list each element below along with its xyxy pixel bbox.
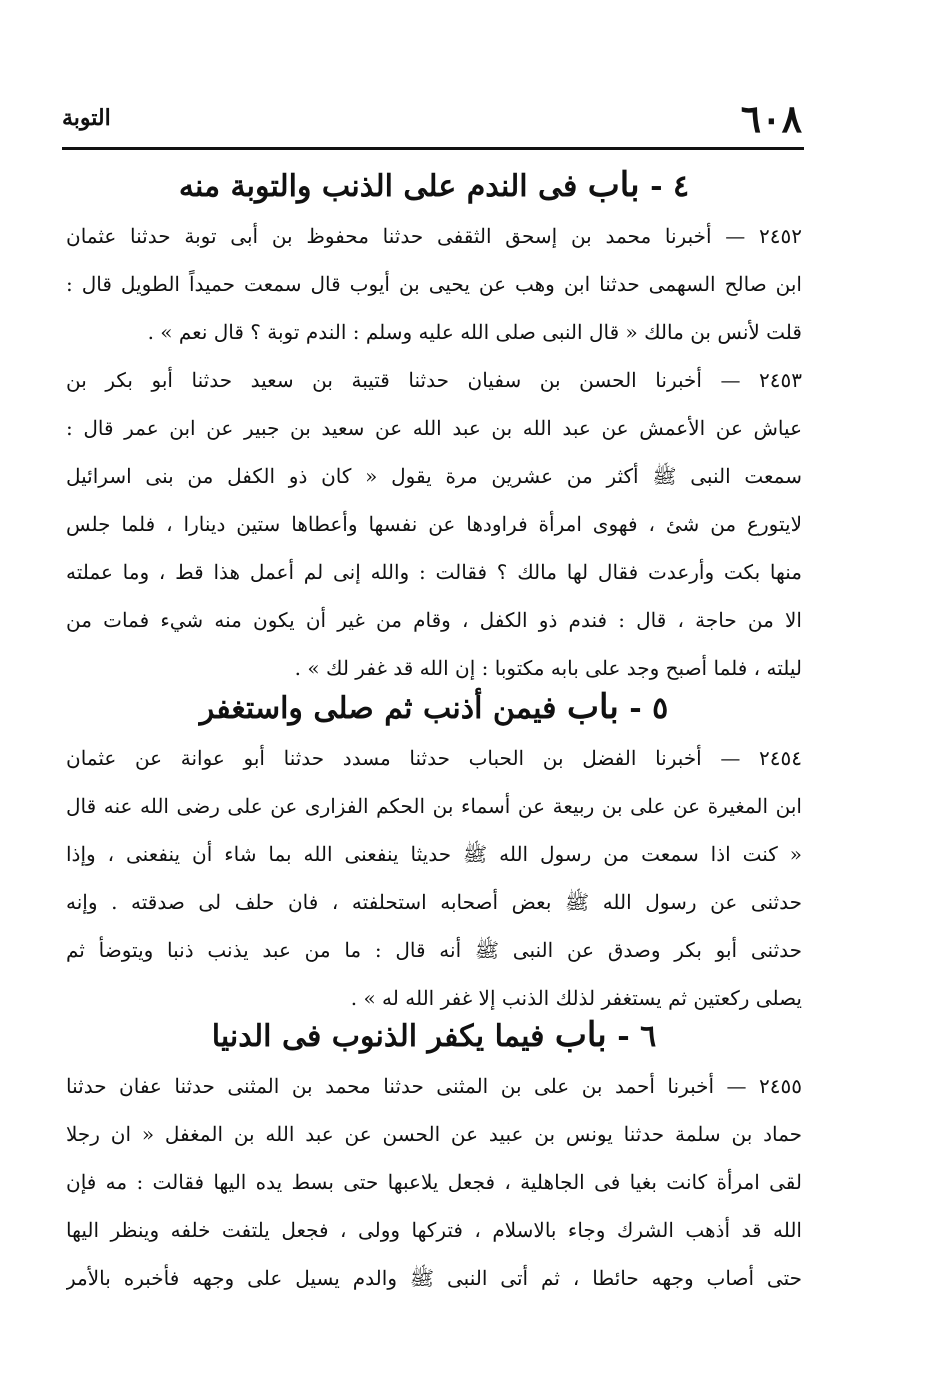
- chapter-number: ٤ -: [650, 169, 690, 204]
- section-4: [66, 158, 802, 692]
- chapter-bab: باب: [554, 1015, 607, 1055]
- chapter-bab: باب: [587, 165, 640, 205]
- text-line: عياش عن الأعمش عن عبد الله بن عبد الله عن سعيد بن جبير عن ابن عمر قال :: [66, 416, 802, 440]
- chapter-bab: باب: [566, 687, 619, 727]
- text-line: ٢٤٥٤ — أخبرنا الفضل بن الحباب حدثنا مسدد حدثنا أبو عوانة عن عثمان: [66, 746, 802, 770]
- chapter-title: فيمن أذنب ثم صلى واستغفر: [199, 691, 557, 726]
- text-line: ٢٤٥٥ — أخبرنا أحمد بن على بن المثنى حدثنا محمد بن المثنى حدثنا عفان حدثنا: [66, 1074, 802, 1098]
- header-rule: [62, 147, 804, 150]
- text-line: لايتورع من شئ ، فهوى امرأة فراودها عن نفسها وأعطاها ستين دينارا ، فلما جلس: [66, 512, 802, 536]
- text-line: قلت لأنس بن مالك « قال النبى صلى الله عليه وسلم : الندم توبة ؟ قال نعم » .: [147, 320, 802, 344]
- text-line: منها بكت وأرعدت فقال لها مالك ؟ فقالت : والله إنى لم أعمل هذا قط ، وما عملته: [66, 560, 802, 584]
- text-line: حتى أصاب وجهه حائطا ، ثم أتى النبى ﷺ والدم يسيل على وجهه فأخبره بالأمر: [66, 1266, 802, 1290]
- chapter-heading: [66, 680, 802, 734]
- text-line: « كنت اذا سمعت من رسول الله ﷺ حديثا ينفعنى الله بما شاء أن ينفعنى ، وإذا: [66, 842, 802, 866]
- text-line: الا من حاجة ، قال : فندم ذو الكفل ، وقام من غير أن يكون منه شيء فمات من: [66, 608, 802, 632]
- running-header: [62, 92, 802, 144]
- section-5: [66, 680, 802, 1022]
- text-line: يصلى ركعتين ثم يستغفر لذلك الذنب إلا غفر الله له » .: [350, 986, 802, 1010]
- text-line: حدثنى أبو بكر وصدق عن النبى ﷺ أنه قال : ما من عبد يذنب ذنبا ويتوضأ ثم: [66, 938, 802, 962]
- page-number: ٦٠٨: [740, 95, 802, 141]
- chapter-number: ٦ -: [617, 1019, 657, 1054]
- text-line: ٢٤٥٢ — أخبرنا محمد بن إسحق الثقفى حدثنا محفوظ بن أبى توبة حدثنا عثمان: [66, 224, 802, 248]
- chapter-number: ٥ -: [629, 691, 669, 726]
- text-line: حدثنى عن رسول الله ﷺ بعض أصحابه استحلفته ، فان حلف لى صدقته . وإنه: [66, 890, 802, 914]
- chapter-heading: [66, 158, 802, 212]
- text-line: الله قد أذهب الشرك وجاء بالاسلام ، فتركها وولى ، فجعل يلتفت خلفه وينظر اليها: [66, 1218, 802, 1242]
- section-6: [66, 1008, 802, 1302]
- text-line: لقى امرأة كانت بغيا فى الجاهلية ، فجعل يلاعبها حتى بسط يده اليها فقالت : مه فإن: [66, 1170, 802, 1194]
- text-line: ليلته ، فلما أصبح وجد على بابه مكتوبا : إن الله قد غفر لك » .: [294, 656, 802, 680]
- text-line: ٢٤٥٣ — أخبرنا الحسن بن سفيان حدثنا قتيبة بن سعيد حدثنا أبو بكر بن: [66, 368, 802, 392]
- text-line: حماد بن سلمة حدثنا يونس بن عبيد عن الحسن عن عبد الله بن المغفل « ان رجلا: [66, 1122, 802, 1146]
- text-line: سمعت النبى ﷺ أكثر من عشرين مرة يقول « كان ذو الكفل من بنى اسرائيل: [66, 464, 802, 488]
- chapter-title: فيما يكفر الذنوب فى الدنيا: [211, 1019, 545, 1054]
- running-title: التوبة: [62, 105, 111, 131]
- chapter-heading: [66, 1008, 802, 1062]
- text-line: ابن المغيرة عن على بن ربيعة عن أسماء بن الحكم الفزارى عن على رضى الله عنه قال: [66, 794, 802, 818]
- chapter-title: فى الندم على الذنب والتوبة منه: [178, 169, 578, 204]
- text-line: ابن صالح السهمى حدثنا ابن وهب عن يحيى بن أيوب قال سمعت حميداً الطويل قال :: [66, 272, 802, 296]
